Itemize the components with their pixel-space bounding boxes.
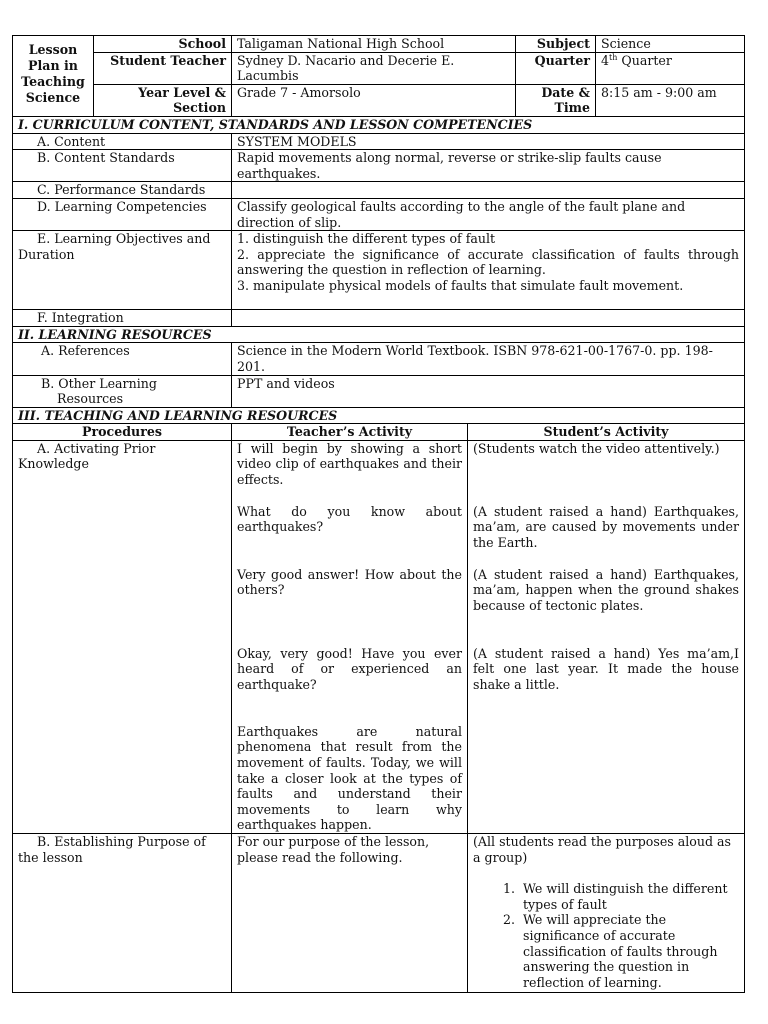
- lesson-plan-title: Lesson Plan in Teaching Science: [13, 36, 94, 117]
- subject-value: Science: [596, 36, 745, 53]
- objective-item: 3. manipulate physical models of faults that simulate fault movement.: [237, 277, 684, 293]
- establishing-purpose-student: (All students read the purposes aloud as a group) 1. We will distinguish the different types of fault 2. We will appreciate the significance of accurate classification of faults through answering the question in reflection of learning.: [468, 834, 745, 993]
- time-value: 8:15 am - 9:00 am: [596, 84, 745, 116]
- teacher-line: What do you know about earthquakes?: [237, 503, 462, 535]
- teacher-label: Student Teacher: [94, 52, 232, 84]
- integration-label: F. Integration: [13, 310, 232, 327]
- performance-standards-value: [232, 182, 745, 199]
- content-value: SYSTEM MODELS: [232, 133, 745, 150]
- teacher-line: I will begin by showing a short video clip of earthquakes and their effects.: [237, 440, 462, 488]
- learning-competencies-value: Classify geological faults according to the angle of the fault plane and direction of slip.: [232, 198, 745, 230]
- integration-value: [232, 310, 745, 327]
- section-2-heading: II. LEARNING RESOURCES: [13, 326, 745, 343]
- activating-student-activity: [468, 440, 745, 833]
- activating-prior-knowledge-label: A. Activating Prior Knowledge: [13, 440, 232, 833]
- teacher-line: Okay, very good! Have you ever heard of or experienced an earthquake?: [237, 645, 462, 693]
- year-value: Grade 7 - Amorsolo: [232, 84, 516, 116]
- student-line: (A student raised a hand) Yes ma’am,I felt one last year. It made the house shake a little.: [473, 645, 740, 693]
- section-3-heading: III. TEACHING AND LEARNING RESOURCES: [13, 407, 745, 424]
- references-label: A. References: [13, 343, 232, 375]
- references-value: Science in the Modern World Textbook. ISBN 978-621-00-1767-0. pp. 198-201.: [232, 343, 745, 375]
- establishing-purpose-teacher: For our purpose of the lesson, please read the following.: [232, 834, 468, 993]
- student-line: (Students watch the video attentively.): [473, 440, 720, 456]
- purpose-item: 1. We will distinguish the different types of fault: [519, 881, 739, 912]
- activating-teacher-activity: [232, 440, 468, 833]
- section-1-heading: I. CURRICULUM CONTENT, STANDARDS AND LESSON COMPETENCIES: [13, 116, 745, 133]
- establishing-purpose-label: B. Establishing Purpose of the lesson: [13, 834, 232, 993]
- date-label: Date & Time: [516, 84, 596, 116]
- col-student-activity: Student’s Activity: [468, 424, 745, 441]
- student-line: (A student raised a hand) Earthquakes, ma’am, happen when the ground shakes because of tectonic plates.: [473, 566, 740, 614]
- objective-item: 2. appreciate the significance of accurate classification of faults through answering the question in reflection of learning.: [237, 246, 740, 278]
- objective-item: 1. distinguish the different types of fault: [237, 231, 496, 247]
- teacher-value: Sydney D. Nacario and Decerie E. Lacumbis: [232, 52, 516, 84]
- teacher-line: Very good answer! How about the others?: [237, 566, 462, 598]
- student-line: (A student raised a hand) Earthquakes, ma’am, are caused by movements under the Earth.: [473, 503, 740, 551]
- purpose-list: [473, 881, 739, 990]
- performance-standards-label: C. Performance Standards: [13, 182, 232, 199]
- year-label: Year Level & Section: [94, 84, 232, 116]
- other-resources-label: B. Other Learning Resources: [13, 375, 232, 407]
- school-label: School: [94, 36, 232, 53]
- content-standards-value: Rapid movements along normal, reverse or strike-slip faults cause earthquakes.: [232, 150, 745, 182]
- learning-objectives-value: [232, 231, 745, 310]
- content-label: A. Content: [13, 133, 232, 150]
- quarter-label: Quarter: [516, 52, 596, 84]
- lesson-plan-page: [12, 35, 744, 993]
- teacher-line: Earthquakes are natural phenomena that result from the movement of faults. Today, we will take a closer look at the types of faults and understand their movements to learn why earthquakes happen.: [237, 723, 462, 833]
- purpose-item: 2. We will appreciate the significance of accurate classification of faults through answering the question in reflection of learning.: [519, 912, 739, 990]
- school-value: Taligaman National High School: [232, 36, 516, 53]
- quarter-value: 4th Quarter: [596, 52, 745, 84]
- subject-label: Subject: [516, 36, 596, 53]
- col-procedures: Procedures: [13, 424, 232, 441]
- col-teacher-activity: Teacher’s Activity: [232, 424, 468, 441]
- content-standards-label: B. Content Standards: [13, 150, 232, 182]
- lesson-plan-table: [12, 35, 745, 993]
- learning-competencies-label: D. Learning Competencies: [13, 198, 232, 230]
- learning-objectives-label: E. Learning Objectives and Duration: [13, 231, 232, 310]
- other-resources-value: PPT and videos: [232, 375, 745, 407]
